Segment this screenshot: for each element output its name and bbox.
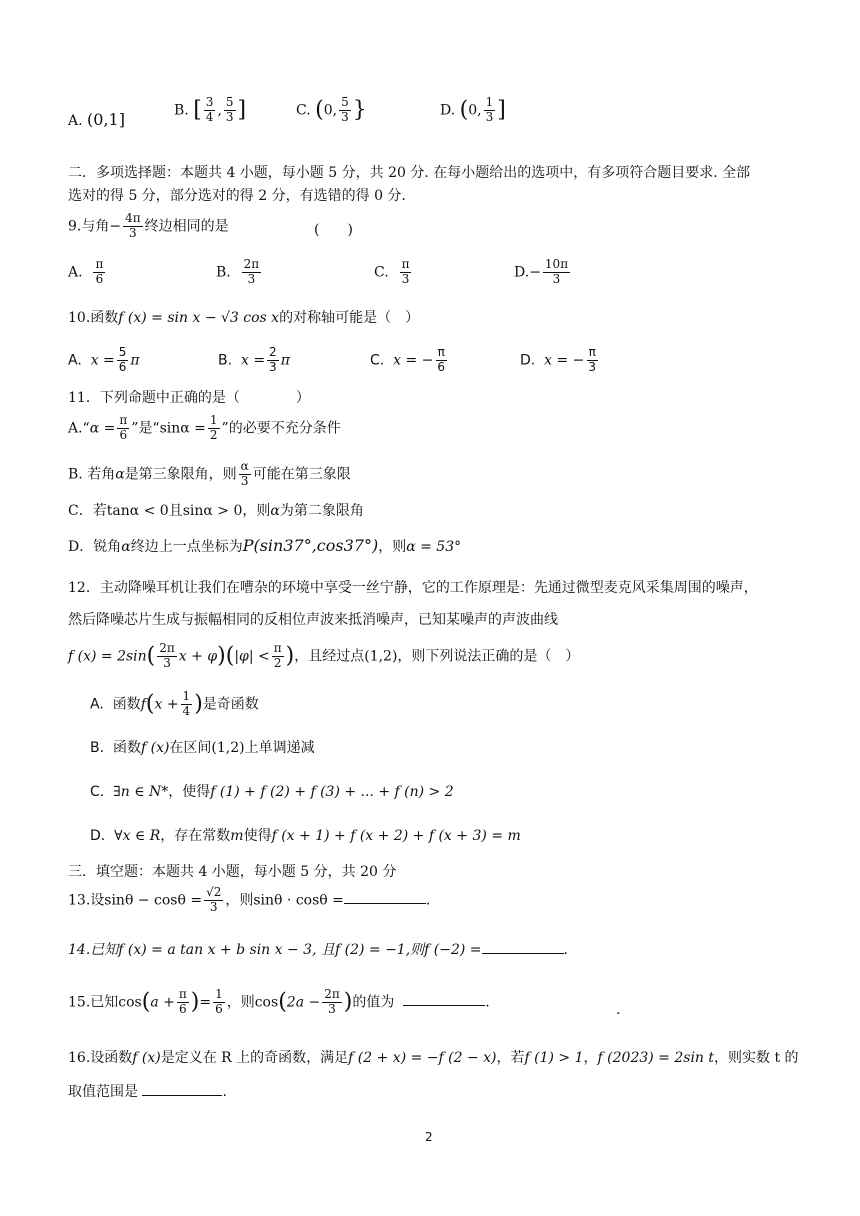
q14: 14.已知f (x) = a tan x + b sin x − 3, 且f (2) = −1,则f (−2) = . bbox=[68, 942, 568, 958]
q9-option-b: B. $\frac{2\pi}{3}$ bbox=[216, 257, 260, 286]
q8-option-c: C. (0, $\frac{5}{3}$ } bbox=[296, 95, 367, 124]
section2-line1: 二．多项选择题：本题共 4 小题，每小题 5 分，共 20 分. 在每小题给出的选项中，有多项符合题目要求. 全部 bbox=[68, 165, 751, 181]
q9-option-a: A. $\frac{\pi}{6}$ bbox=[68, 257, 104, 286]
q11-option-a: A.“α = $\frac{\pi}{6}$ ”是“sinα = $\frac{1}{2}$ ”的必要不充分条件 bbox=[68, 413, 341, 442]
q11-stem: 11．下列命题中正确的是（ ） bbox=[68, 390, 310, 406]
q8-option-a: A. (0,1] bbox=[68, 110, 125, 129]
q11-option-d: D．锐角α终边上一点坐标为P(sin37°,cos37°)，则α = 53° bbox=[68, 536, 462, 555]
q8-option-d: D. (0, $\frac{1}{3}$ ] bbox=[440, 95, 506, 124]
section2-line2: 选对的得 5 分，部分选对的得 2 分，有选错的得 0 分. bbox=[68, 188, 406, 204]
q9-option-d: D.− $\frac{10\pi}{3}$ bbox=[514, 257, 569, 286]
q11-option-c: C．若tanα < 0且sinα > 0，则α为第二象限角 bbox=[68, 503, 364, 519]
q16-answer-blank[interactable] bbox=[142, 1095, 222, 1096]
q10-option-c: C. x = − $\frac{\pi}{6}$ bbox=[370, 345, 446, 374]
section3-title: 三．填空题：本题共 4 小题，每小题 5 分，共 20 分 bbox=[68, 864, 397, 880]
q16-line1: 16.设函数f (x)是定义在 R 上的奇函数，满足f (2 + x) = −f (2 − x)，若f (1) > 1，f (2023) = 2sin t，则实数 t 的 bbox=[68, 1050, 799, 1066]
q12-formula-line: f (x) = 2sin( $\frac{2\pi}{3}$ x + φ)(|φ| < $\frac{\pi}{2}$ )，且经过点(1,2)，则下列说法正确的是（ ） bbox=[68, 641, 580, 670]
q10-stem: 10.函数f (x) = sin x − √3 cos x的对称轴可能是（ ） bbox=[68, 310, 420, 326]
q12-option-b: B. 函数f (x)在区间(1,2)上单调递减 bbox=[90, 740, 315, 756]
q14-answer-blank[interactable] bbox=[482, 953, 564, 954]
q12-option-d: D. ∀x ∈ R，存在常数m使得f (x + 1) + f (x + 2) + f (x + 3) = m bbox=[90, 828, 521, 844]
q15-answer-blank[interactable] bbox=[403, 1005, 485, 1006]
q10-option-d: D. x = − $\frac{\pi}{3}$ bbox=[520, 345, 597, 374]
q9-option-c: C. $\frac{\pi}{3}$ bbox=[374, 257, 410, 286]
q10-option-a: A. x = $\frac{5}{6}$ π bbox=[68, 345, 140, 374]
q12-option-c: C. ∃n ∈ N*，使得f (1) + f (2) + f (3) + ... + f (n) > 2 bbox=[90, 784, 454, 800]
q12-line2: 然后降噪芯片生成与振幅相同的反相位声波来抵消噪声，已知某噪声的声波曲线 bbox=[68, 612, 558, 628]
page-number: 2 bbox=[425, 1130, 433, 1144]
q15: 15.已知cos(a + $\frac{\pi}{6}$ )= $\frac{1}{6}$ ，则cos(2a − $\frac{2\pi}{3}$ )的值为 . bbox=[68, 987, 490, 1016]
q16-line2: 取值范围是 . bbox=[68, 1084, 227, 1100]
q8-option-b: B. [ $\frac{3}{4}$ , $\frac{5}{3}$ ] bbox=[174, 95, 247, 124]
q10-option-b: B. x = $\frac{2}{3}$ π bbox=[218, 345, 290, 374]
q12-line1: 12．主动降噪耳机让我们在嘈杂的环境中享受一丝宁静，它的工作原理是：先通过微型麦克风采集周围的噪声， bbox=[68, 580, 758, 596]
q13: 13.设sinθ − cosθ = $\frac{√2}{3}$ ，则sinθ · cosθ = . bbox=[68, 885, 431, 914]
q9-stem: 9.与角− $\frac{4\pi}{3}$ 终边相同的是 bbox=[68, 211, 229, 240]
q11-option-b: B. 若角α是第三象限角，则 $\frac{\alpha}{3}$ 可能在第三象限 bbox=[68, 459, 351, 488]
q13-answer-blank[interactable] bbox=[344, 903, 426, 904]
q15-trailing-dot: . bbox=[616, 1002, 621, 1018]
q12-option-a: A. 函数f(x + $\frac{1}{4}$ )是奇函数 bbox=[90, 689, 259, 718]
q9-answer-paren: ( ) bbox=[314, 222, 353, 238]
